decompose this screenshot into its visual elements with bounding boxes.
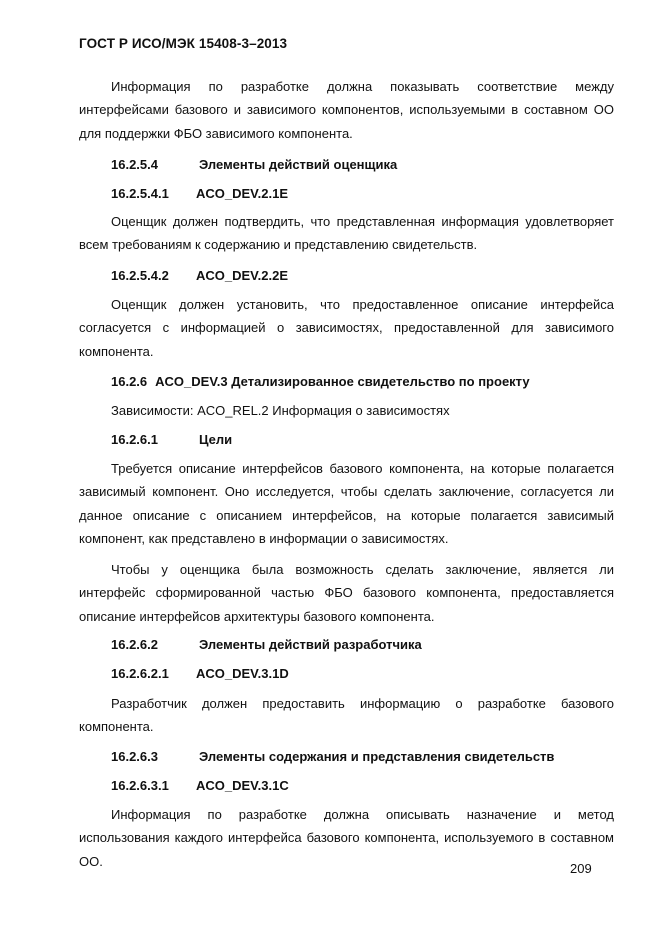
paragraph: Чтобы у оценщика была возможность сделать заключение, является ли интерфейс сформированной частью ФБО базового компонента, предоставляется описание интерфейсов архитектуры базового компонента. [79, 562, 614, 624]
paragraph: Требуется описание интерфейсов базового компонента, на которые полагается зависимый компонент. Оно исследуется, чтобы сделать заключение, согласуется ли данное описание с описанием интерфейсов, на которые полагается зависимый компонент, как представлено в информации о зависимостях. [79, 461, 614, 546]
section-number: 16.2.6.3 [111, 749, 158, 764]
section-heading [111, 373, 530, 390]
section-number: 16.2.6.2 [111, 637, 158, 652]
paragraph: Информация по разработке должна описывать назначение и метод использования каждого интерфейса базового компонента, используемого в составном ОО. [79, 807, 614, 869]
section-heading [111, 267, 288, 284]
section-title: Элементы действий разработчика [199, 637, 422, 652]
section-title: Цели [199, 432, 233, 447]
section-heading [111, 185, 288, 202]
section-title: ACO_DEV.3.1C [196, 778, 289, 793]
document-header: ГОСТ Р ИСО/МЭК 15408-3–2013 [79, 36, 288, 51]
section-number: 16.2.5.4.1 [111, 186, 169, 201]
section-title: Элементы действий оценщика [199, 157, 398, 172]
section-heading [111, 777, 289, 794]
section-heading [111, 665, 289, 682]
section-title: ACO_DEV.2.2E [196, 268, 289, 283]
section-heading [111, 156, 397, 173]
section-heading [111, 748, 554, 765]
section-number: 16.2.6.3.1 [111, 778, 169, 793]
section-number: 16.2.5.4.2 [111, 268, 169, 283]
section-number: 16.2.6 [111, 374, 148, 389]
section-number: 16.2.6.2.1 [111, 666, 169, 681]
section-title: Элементы содержания и представления свидетельств [199, 749, 555, 764]
section-title: ACO_DEV.3 Детализированное свидетельство по проекту [155, 374, 530, 389]
dependencies-line: Зависимости: ACO_REL.2 Информация о зависимостях [111, 403, 450, 418]
section-title: ACO_DEV.3.1D [196, 666, 289, 681]
section-heading [111, 431, 232, 448]
paragraph: Разработчик должен предоставить информацию о разработке базового компонента. [79, 696, 614, 735]
section-number: 16.2.6.1 [111, 432, 158, 447]
section-number: 16.2.5.4 [111, 157, 158, 172]
section-heading [111, 636, 422, 653]
page-number: 209 [570, 861, 592, 876]
paragraph: Оценщик должен подтвердить, что представленная информация удовлетворяет всем требованиям к содержанию и представлению свидетельств. [79, 214, 614, 253]
paragraph: Оценщик должен установить, что предоставленное описание интерфейса согласуется с информацией о зависимостях, предоставленной для зависимого компонента. [79, 297, 614, 359]
section-title: ACO_DEV.2.1E [196, 186, 289, 201]
paragraph: Информация по разработке должна показывать соответствие между интерфейсами базового и зависимого компонентов, используемыми в составном ОО для поддержки ФБО зависимого компонента. [79, 79, 614, 141]
